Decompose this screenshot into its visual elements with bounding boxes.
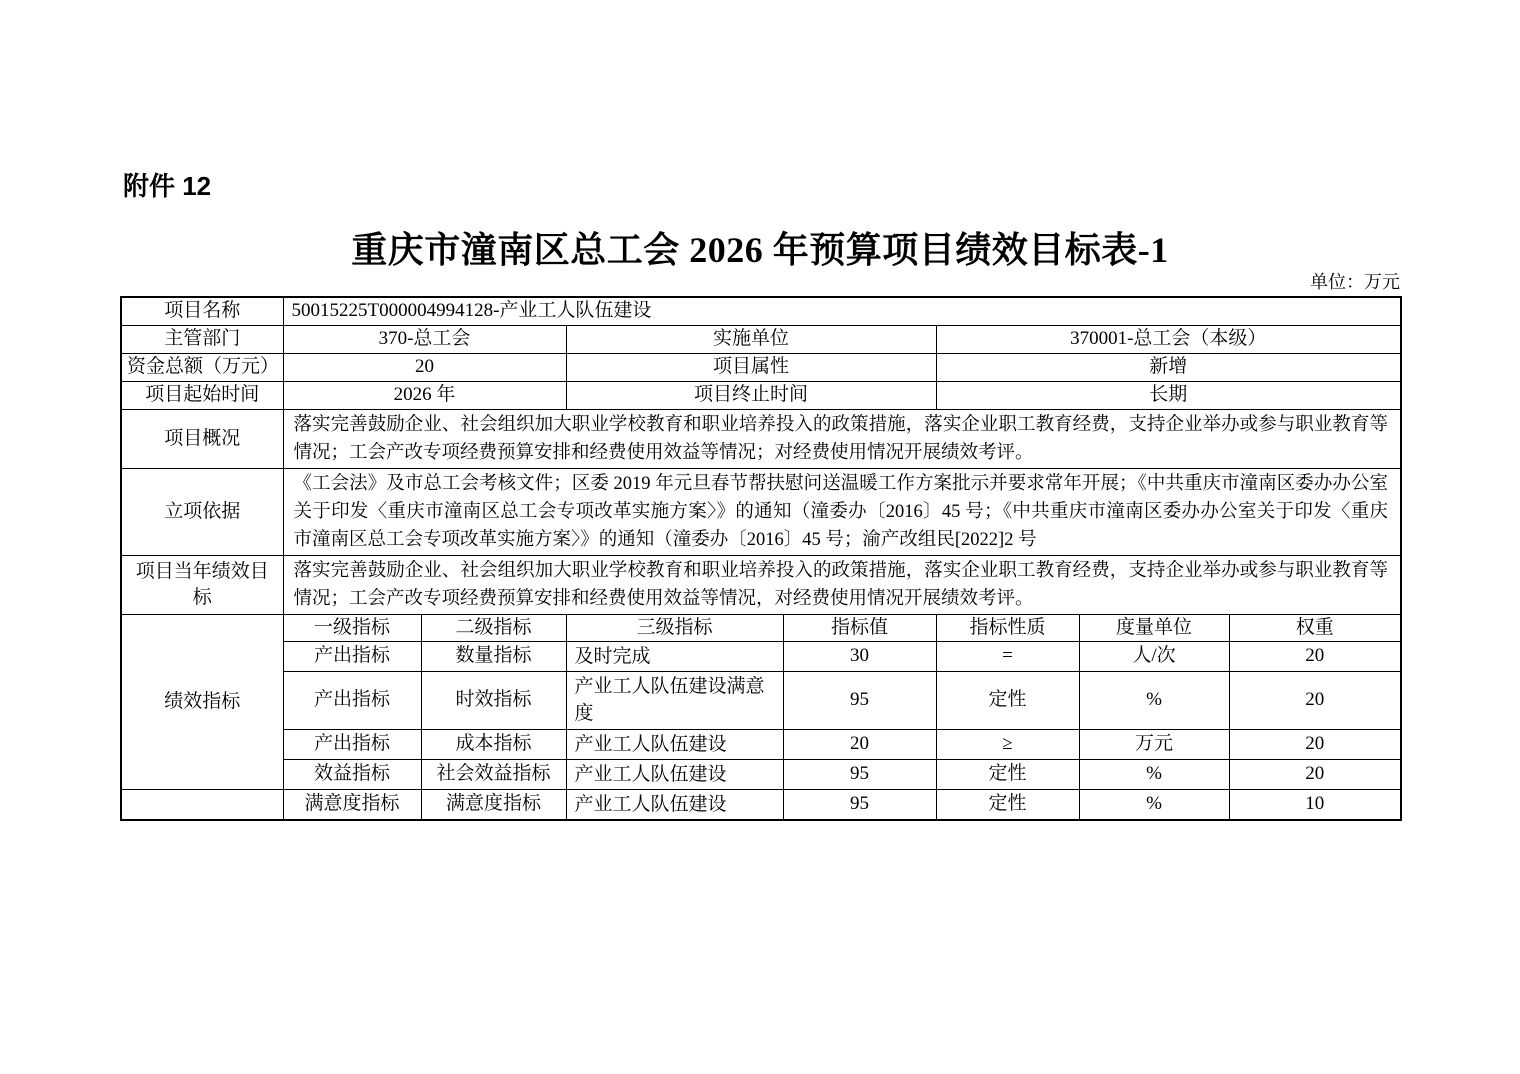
indicator-level3: 及时完成 (566, 641, 783, 671)
indicator-nature: = (936, 641, 1079, 671)
unit-note: 单位：万元 (1310, 272, 1400, 292)
implement-unit-label: 实施单位 (566, 325, 936, 353)
indicator-level2: 满意度指标 (421, 789, 566, 820)
indicator-value: 95 (783, 789, 936, 820)
indicator-level2: 成本指标 (421, 729, 566, 759)
project-name-value: 50015225T000004994128-产业工人队伍建设 (283, 297, 1401, 325)
indicator-weight: 20 (1229, 759, 1401, 789)
basis-text: 《工会法》及市总工会考核文件；区委 2019 年元旦春节帮扶慰问送温暖工作方案批示并要求常年开展；《中共重庆市潼南区委办办公室关于印发〈重庆市潼南区总工会专项改革实施方案〉》的通知（潼委办〔2016〕45 号；《中共重庆市潼南区委办办公室关于印发〈重庆市潼南区总工会专项改革实施方案〉》的通知（潼委办〔2016〕45 号；渝产改组民[2022]2 号 (283, 468, 1401, 555)
indicator-level1: 产出指标 (283, 729, 421, 759)
indicator-level3: 产业工人队伍建设 (566, 729, 783, 759)
indicator-weight: 20 (1229, 729, 1401, 759)
end-time-value: 长期 (936, 381, 1401, 409)
overview-label: 项目概况 (121, 409, 283, 468)
table-row (121, 468, 1401, 555)
attachment-label: 附件 12 (123, 171, 212, 201)
indicator-row (121, 789, 1401, 820)
indicator-level1: 效益指标 (283, 759, 421, 789)
indicator-unit: % (1079, 671, 1229, 729)
start-time-value: 2026 年 (283, 381, 566, 409)
indicator-level3: 产业工人队伍建设满意度 (566, 671, 783, 729)
indicator-header-row (121, 614, 1401, 641)
indicator-section-empty-cell (121, 789, 283, 820)
total-fund-label: 资金总额（万元） (121, 353, 283, 381)
indicator-header-value: 指标值 (783, 614, 936, 641)
indicator-unit: 人/次 (1079, 641, 1229, 671)
indicator-value: 95 (783, 671, 936, 729)
table-row (121, 555, 1401, 614)
table-row (121, 353, 1401, 381)
indicator-weight: 20 (1229, 641, 1401, 671)
department-label: 主管部门 (121, 325, 283, 353)
page-title: 重庆市潼南区总工会 2026 年预算项目绩效目标表-1 (351, 230, 1169, 270)
indicator-unit: % (1079, 759, 1229, 789)
indicator-header-level2: 二级指标 (421, 614, 566, 641)
indicator-nature: ≥ (936, 729, 1079, 759)
attribute-value: 新增 (936, 353, 1401, 381)
indicator-nature: 定性 (936, 789, 1079, 820)
indicator-level2: 数量指标 (421, 641, 566, 671)
indicator-row (121, 671, 1401, 729)
indicator-row (121, 641, 1401, 671)
basis-label: 立项依据 (121, 468, 283, 555)
annual-goal-label (121, 555, 283, 614)
indicator-section-label: 绩效指标 (121, 614, 283, 789)
annual-goal-label-text: 项目当年绩效目标 (135, 560, 269, 608)
indicator-level3: 产业工人队伍建设 (566, 789, 783, 820)
indicator-unit: 万元 (1079, 729, 1229, 759)
end-time-label: 项目终止时间 (566, 381, 936, 409)
indicator-row (121, 759, 1401, 789)
indicator-weight: 20 (1229, 671, 1401, 729)
table-row (121, 325, 1401, 353)
table-row (121, 381, 1401, 409)
performance-target-table (120, 296, 1402, 821)
indicator-level3: 产业工人队伍建设 (566, 759, 783, 789)
indicator-value: 20 (783, 729, 936, 759)
attribute-label: 项目属性 (566, 353, 936, 381)
total-fund-value: 20 (283, 353, 566, 381)
annual-goal-text: 落实完善鼓励企业、社会组织加大职业学校教育和职业培养投入的政策措施，落实企业职工教育经费，支持企业举办或参与职业教育等情况；工会产改专项经费预算安排和经费使用效益等情况，对经费使用情况开展绩效考评。 (283, 555, 1401, 614)
indicator-level1: 产出指标 (283, 641, 421, 671)
overview-text: 落实完善鼓励企业、社会组织加大职业学校教育和职业培养投入的政策措施，落实企业职工教育经费，支持企业举办或参与职业教育等情况；工会产改专项经费预算安排和经费使用效益等情况；对经费使用情况开展绩效考评。 (283, 409, 1401, 468)
indicator-nature: 定性 (936, 671, 1079, 729)
indicator-nature: 定性 (936, 759, 1079, 789)
indicator-weight: 10 (1229, 789, 1401, 820)
indicator-value: 95 (783, 759, 936, 789)
indicator-level1: 满意度指标 (283, 789, 421, 820)
indicator-header-weight: 权重 (1229, 614, 1401, 641)
indicator-header-level3: 三级指标 (566, 614, 783, 641)
project-name-label: 项目名称 (121, 297, 283, 325)
table-row (121, 409, 1401, 468)
indicator-level1: 产出指标 (283, 671, 421, 729)
indicator-header-nature: 指标性质 (936, 614, 1079, 641)
indicator-level2: 社会效益指标 (421, 759, 566, 789)
table-row (121, 297, 1401, 325)
start-time-label: 项目起始时间 (121, 381, 283, 409)
implement-unit-value: 370001-总工会（本级） (936, 325, 1401, 353)
indicator-row (121, 729, 1401, 759)
indicator-header-level1: 一级指标 (283, 614, 421, 641)
indicator-header-unit: 度量单位 (1079, 614, 1229, 641)
department-value: 370-总工会 (283, 325, 566, 353)
indicator-unit: % (1079, 789, 1229, 820)
indicator-value: 30 (783, 641, 936, 671)
indicator-level2: 时效指标 (421, 671, 566, 729)
